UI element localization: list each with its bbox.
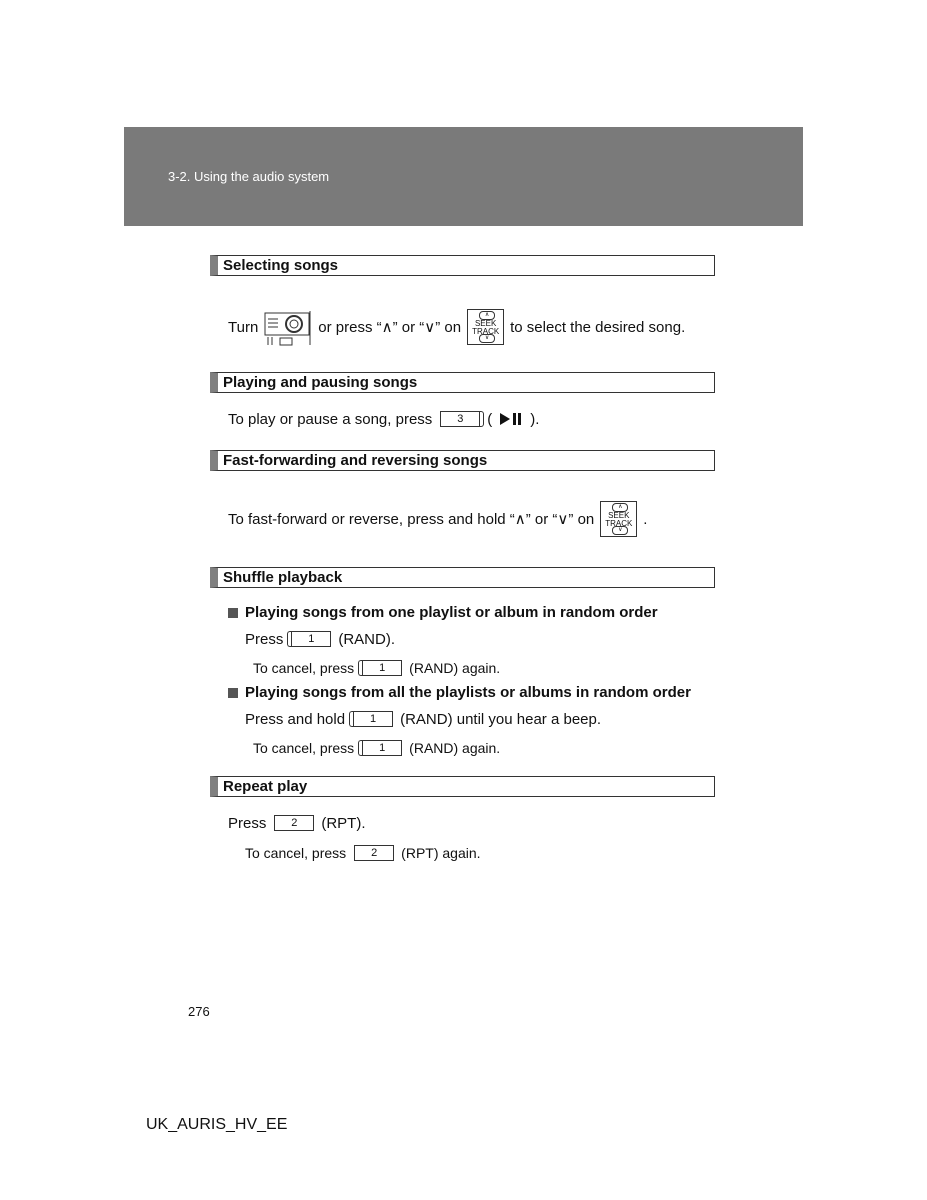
bullet-square-icon bbox=[228, 608, 238, 618]
seek-down-cap: ∨ bbox=[479, 334, 495, 343]
section-title-shuffle: Shuffle playback bbox=[210, 567, 715, 588]
repeat-instruction bbox=[228, 813, 366, 833]
shuffle-item2-instruction bbox=[245, 709, 601, 729]
shuffle-item2-cancel-pre: To cancel, press bbox=[253, 740, 355, 756]
shuffle-item2-cancel bbox=[253, 738, 500, 758]
key-3-icon: 3 bbox=[440, 411, 480, 427]
repeat-cancel bbox=[245, 843, 481, 863]
key-1-icon: 1 bbox=[291, 631, 331, 647]
track-label: TRACK bbox=[472, 327, 500, 336]
shuffle-item1-press: Press bbox=[245, 630, 284, 648]
page-number: 276 bbox=[188, 1004, 210, 1019]
section-title-fastforward: Fast-forwarding and reversing songs bbox=[210, 450, 715, 471]
key-2-icon: 2 bbox=[354, 845, 394, 861]
shuffle-item2-heading bbox=[228, 684, 691, 701]
shuffle-item1-cancel-post: (RAND) again. bbox=[409, 660, 501, 676]
play-pause-icon bbox=[498, 412, 524, 426]
document-code: UK_AURIS_HV_EE bbox=[146, 1116, 288, 1133]
shuffle-item1-heading bbox=[228, 604, 658, 621]
shuffle-item2-press: Press and hold bbox=[245, 710, 346, 728]
section-title-repeat: Repeat play bbox=[210, 776, 715, 797]
shuffle-item1-suffix: (RAND). bbox=[338, 630, 396, 648]
repeat-press: Press bbox=[228, 814, 267, 832]
fastforward-instruction bbox=[228, 500, 647, 538]
bullet-square-icon bbox=[228, 688, 238, 698]
key-1-icon: 1 bbox=[362, 660, 402, 676]
repeat-cancel-pre: To cancel, press bbox=[245, 845, 347, 861]
playing-pre-text: To play or pause a song, press bbox=[228, 410, 433, 428]
shuffle-item2-heading-text: Playing songs from all the playlists or albums in random order bbox=[245, 684, 691, 701]
chapter-header bbox=[124, 127, 803, 226]
shuffle-item2-cancel-post: (RAND) again. bbox=[409, 740, 501, 756]
track-label: TRACK bbox=[605, 519, 633, 528]
seek-label: SEEK bbox=[474, 319, 497, 328]
key-1-icon: 1 bbox=[353, 711, 393, 727]
key-1-icon: 1 bbox=[362, 740, 402, 756]
seek-track-button-icon bbox=[600, 501, 637, 537]
playing-instruction bbox=[228, 409, 539, 429]
playing-close-paren: ). bbox=[530, 410, 540, 428]
chapter-title: 3-2. Using the audio system bbox=[168, 169, 330, 184]
section-title-selecting: Selecting songs bbox=[210, 255, 715, 276]
shuffle-item1-heading-text: Playing songs from one playlist or album in random order bbox=[245, 604, 658, 621]
selecting-pre-text: Turn bbox=[228, 318, 259, 336]
fastforward-post-text: . bbox=[643, 510, 648, 528]
shuffle-item2-suffix: (RAND) until you hear a beep. bbox=[400, 710, 602, 728]
shuffle-item1-cancel-pre: To cancel, press bbox=[253, 660, 355, 676]
tune-knob-icon bbox=[264, 307, 312, 347]
selecting-post-text: to select the desired song. bbox=[510, 318, 686, 336]
fastforward-pre-text: To fast-forward or reverse, press and hold “∧” or “∨” on bbox=[228, 511, 595, 528]
seek-label: SEEK bbox=[608, 511, 630, 520]
seek-up-cap: ∧ bbox=[479, 311, 495, 320]
selecting-instruction bbox=[228, 306, 685, 348]
section-title-playing: Playing and pausing songs bbox=[210, 372, 715, 393]
repeat-suffix: (RPT). bbox=[321, 814, 366, 832]
shuffle-item1-cancel bbox=[253, 658, 500, 678]
repeat-cancel-post: (RPT) again. bbox=[401, 845, 481, 861]
playing-open-paren: ( bbox=[487, 410, 493, 428]
shuffle-item1-instruction bbox=[245, 629, 395, 649]
seek-down-cap: ∨ bbox=[612, 526, 628, 535]
seek-up-cap: ∧ bbox=[612, 503, 628, 512]
key-2-icon: 2 bbox=[274, 815, 314, 831]
seek-track-button-icon bbox=[467, 309, 504, 345]
selecting-mid-text: or press “∧” or “∨” on bbox=[318, 319, 462, 336]
